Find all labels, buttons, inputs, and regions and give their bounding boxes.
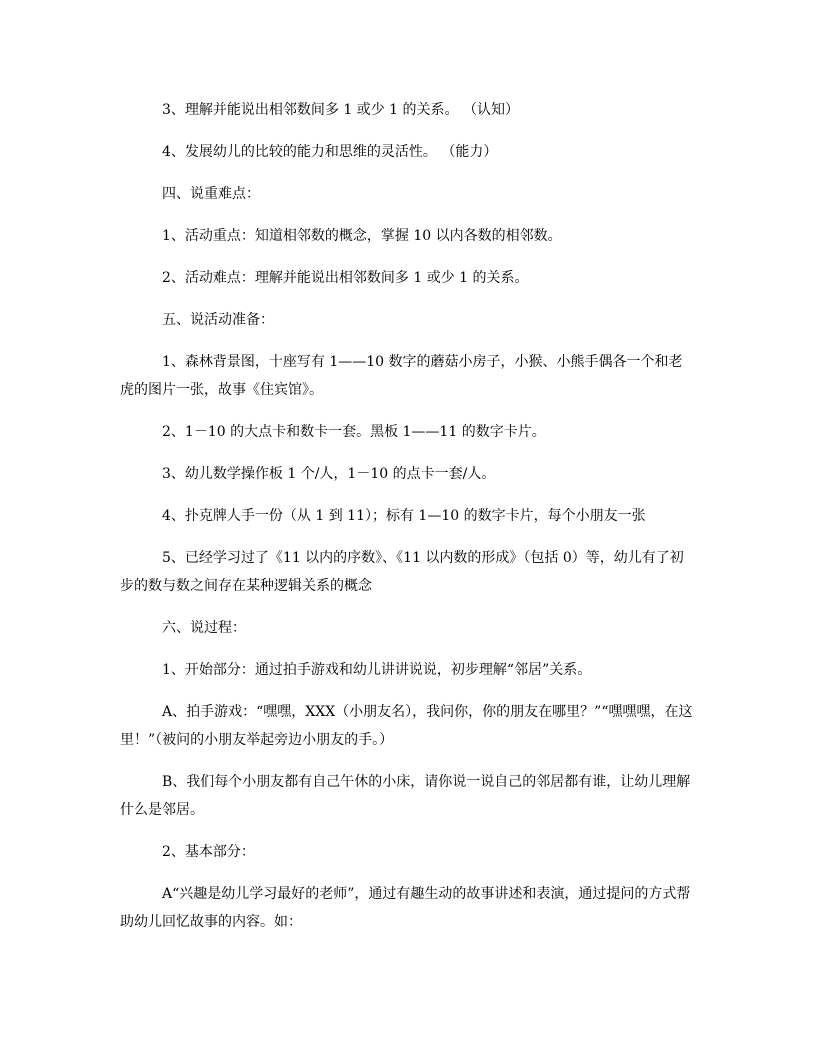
- document-body: [120, 96, 696, 950]
- paragraph-prep-3: 3、幼儿数学操作板 1 个/人，1－10 的点卡一套/人。: [162, 466, 496, 482]
- paragraph-process-b: B、我们每个小朋友都有自己午休的小床，请你说一说自己的邻居都有谁，让幼儿理解什么是邻居。: [120, 774, 691, 818]
- paragraph-goal-3: 3、理解并能说出相邻数间多 1 或少 1 的关系。 （认知）: [162, 102, 519, 118]
- paragraph-process-basic-a: A“兴趣是幼儿学习最好的老师”，通过有趣生动的故事讲述和表演，通过提问的方式帮助幼儿回忆故事的内容。如：: [120, 886, 691, 930]
- section-heading-preparation: 五、说活动准备：: [162, 312, 274, 328]
- paragraph-difficulty: 2、活动难点：理解并能说出相邻数间多 1 或少 1 的关系。: [162, 270, 529, 286]
- section-heading-key-points: 四、说重难点：: [162, 186, 260, 202]
- paragraph-key-point: 1、活动重点：知道相邻数的概念，掌握 10 以内各数的相邻数。: [162, 228, 562, 244]
- paragraph-prep-5: 5、已经学习过了《11 以内的序数》、《11 以内数的形成》（包括 0）等，幼儿有了初步的数与数之间存在某种逻辑关系的概念: [120, 550, 684, 594]
- paragraph-prep-4: 4、扑克牌人手一份（从 1 到 11）；标有 1—10 的数字卡片，每个小朋友一张: [162, 508, 646, 524]
- paragraph-process-basic: 2、基本部分：: [162, 844, 255, 860]
- paragraph-goal-4: 4、发展幼儿的比较的能力和思维的灵活性。 （能力）: [162, 144, 498, 160]
- paragraph-process-a: A、拍手游戏：“嘿嘿，XXX（小朋友名），我问你，你的朋友在哪里？”“嘿嘿嘿，在这里！”（被问的小朋友举起旁边小朋友的手。）: [120, 704, 693, 748]
- paragraph-prep-1: 1、森林背景图，十座写有 1——10 数字的蘑菇小房子，小猴、小熊手偶各一个和老虎的图片一张，故事《住宾馆》。: [120, 354, 683, 398]
- paragraph-process-start: 1、开始部分：通过拍手游戏和幼儿讲讲说说，初步理解“邻居”关系。: [162, 662, 592, 678]
- paragraph-prep-2: 2、1－10 的大点卡和数卡一套。黑板 1——11 的数字卡片。: [162, 424, 546, 440]
- section-heading-process: 六、说过程：: [162, 620, 246, 636]
